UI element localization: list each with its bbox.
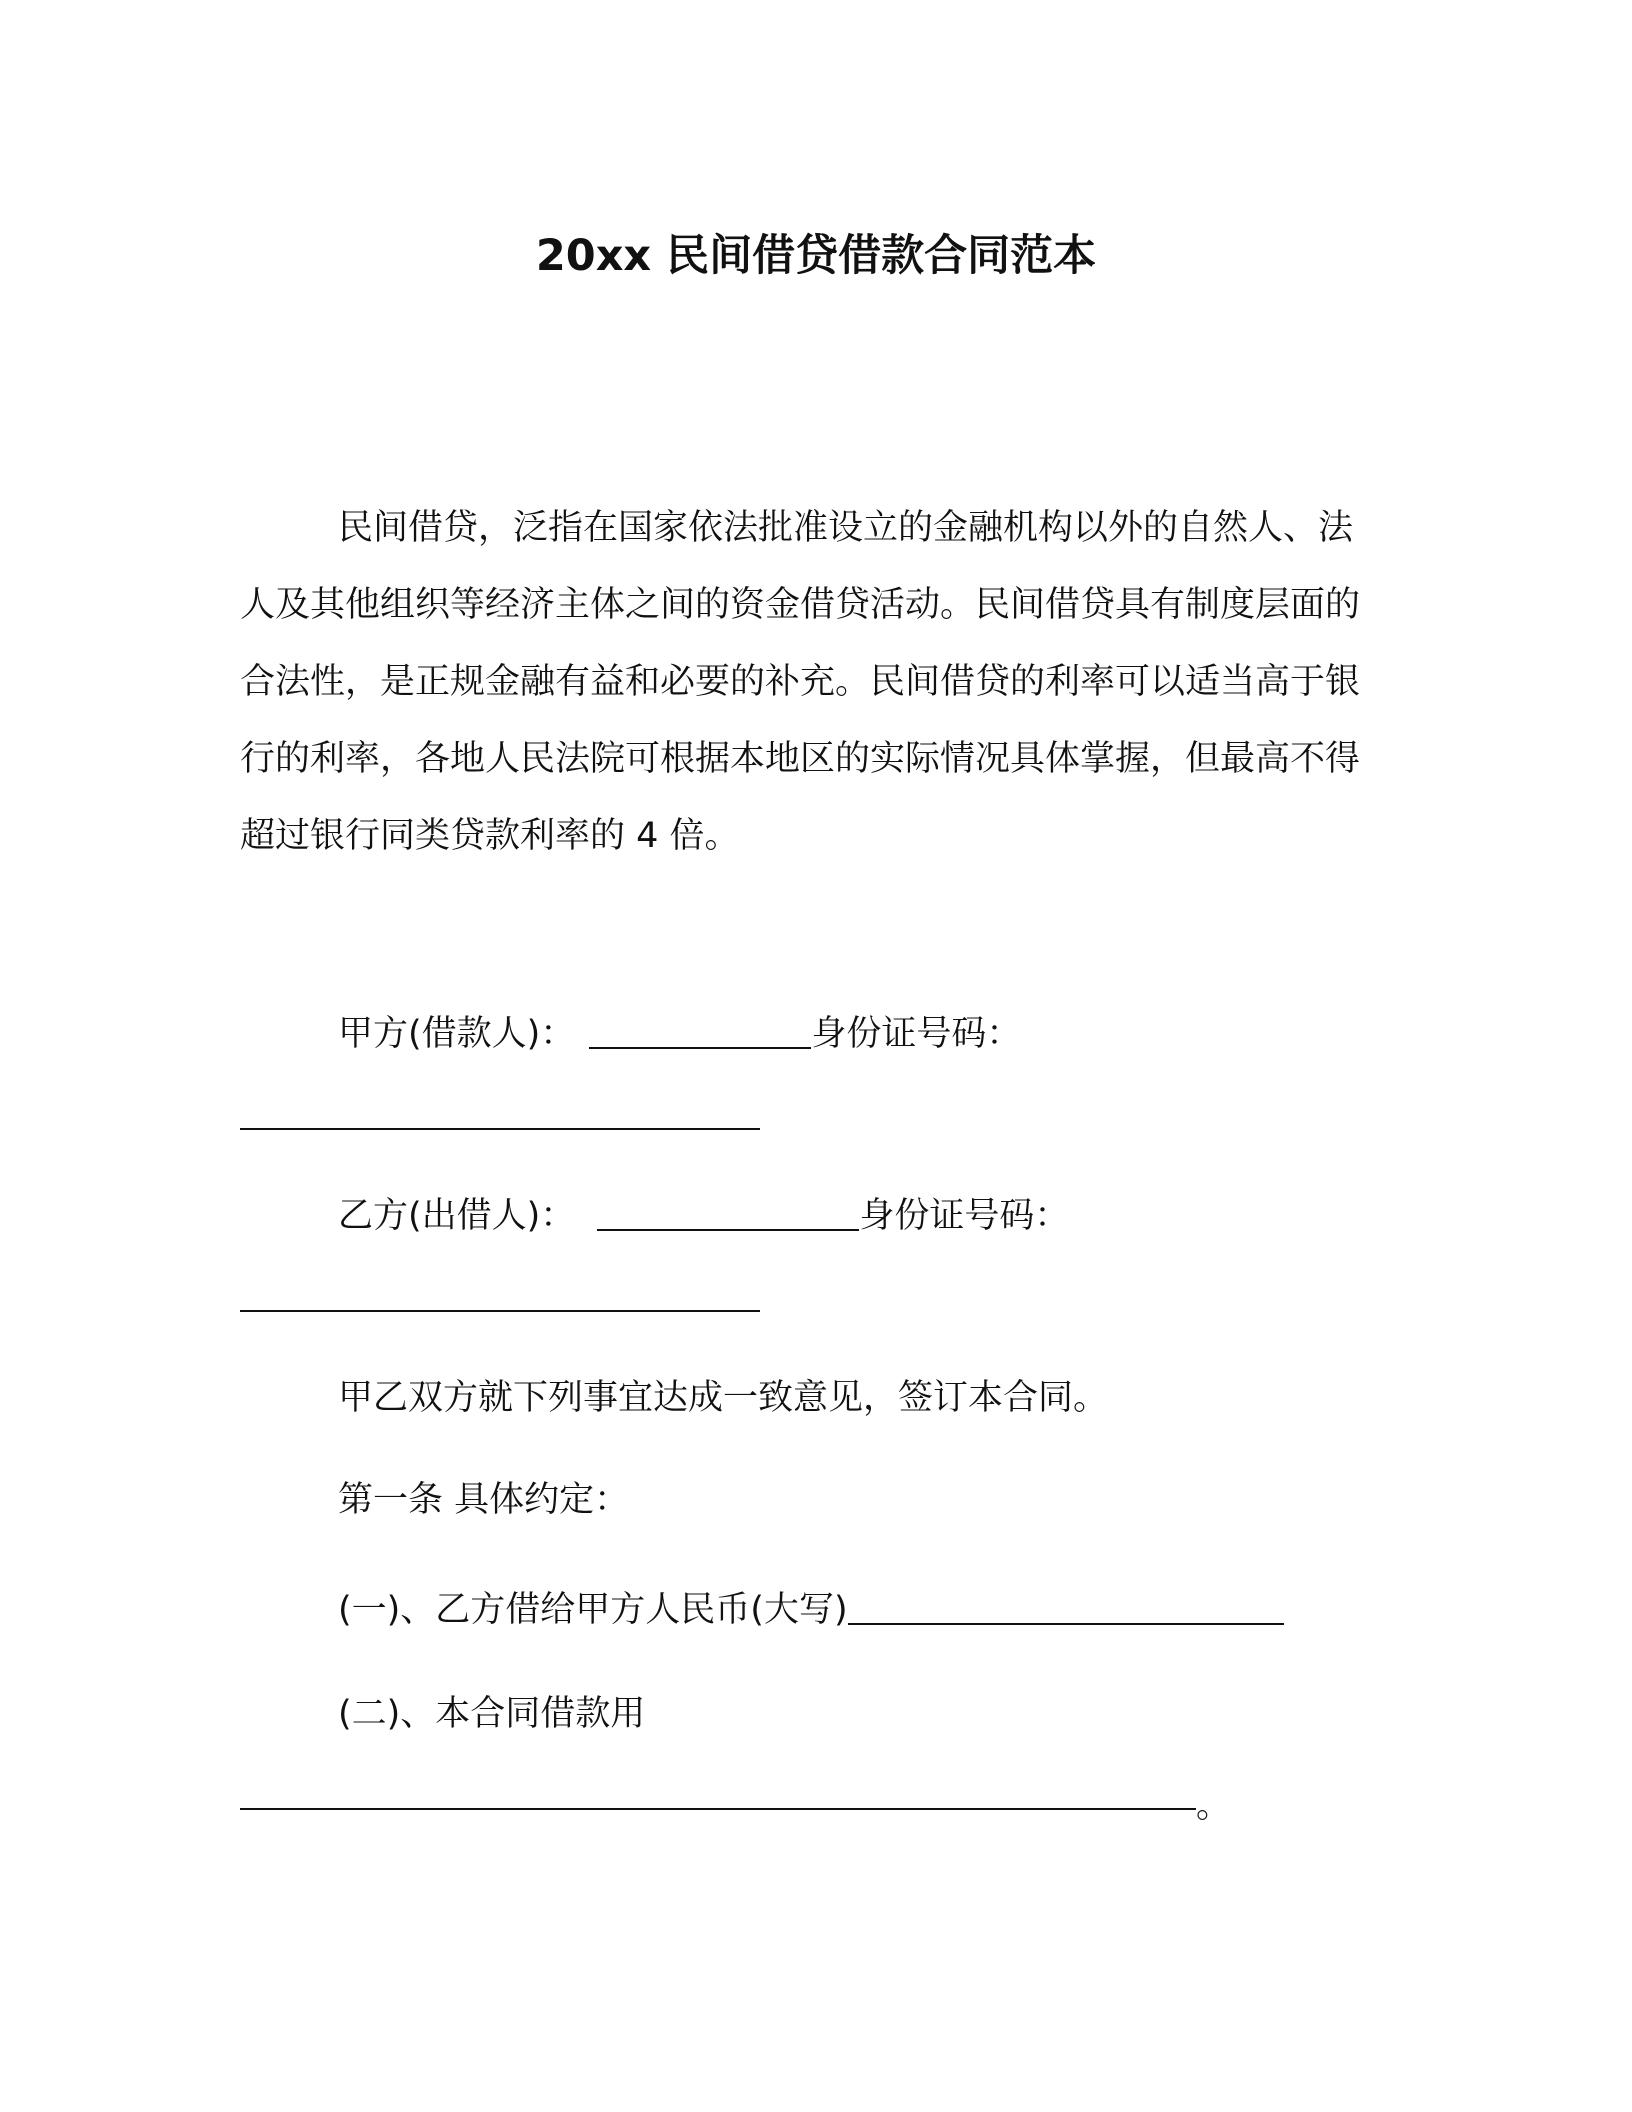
party-b-name-blank[interactable] [597,1195,859,1231]
party-b-line [338,1188,1069,1238]
party-a-id-label: 身份证号码： [811,1014,1022,1054]
item-two-line: (二)、本合同借款用 [338,1694,646,1734]
item-two-end-mark: 。 [1196,1786,1232,1826]
party-a-name-blank[interactable] [589,1013,811,1049]
party-b-label: 乙方(出借人)： [338,1196,576,1236]
item-one-amount-blank[interactable] [848,1589,1284,1625]
party-a-line [338,1006,1021,1056]
article-one-heading: 第一条 具体约定： [338,1480,630,1520]
item-one-text-label: (一)、乙方借给甲方人民币(大写) [338,1590,848,1630]
item-two-purpose-blank[interactable] [240,1808,1196,1810]
item-one-text [338,1582,1284,1632]
party-a-id-blank[interactable] [240,1128,760,1130]
party-a-label: 甲方(借款人)： [338,1014,576,1054]
intro-paragraph: 民间借贷，泛指在国家依法批准设立的金融机构以外的自然人、法人及其他组织等经济主体之间的资金借贷活动。民间借贷具有制度层面的合法性，是正规金融有益和必要的补充。民间借贷的利率可以适当高于银行的利率，各地人民法院可根据本地区的实际情况具体掌握，但最高不得超过银行同类贷款利率的 4 倍。 [240,508,1361,856]
document-title: 20xx 民间借贷借款合同范本 [535,231,1097,281]
agreement-line: 甲乙双方就下列事宜达成一致意见，签订本合同。 [338,1378,1109,1418]
party-b-id-label: 身份证号码： [859,1196,1070,1236]
party-b-id-blank[interactable] [240,1310,760,1312]
